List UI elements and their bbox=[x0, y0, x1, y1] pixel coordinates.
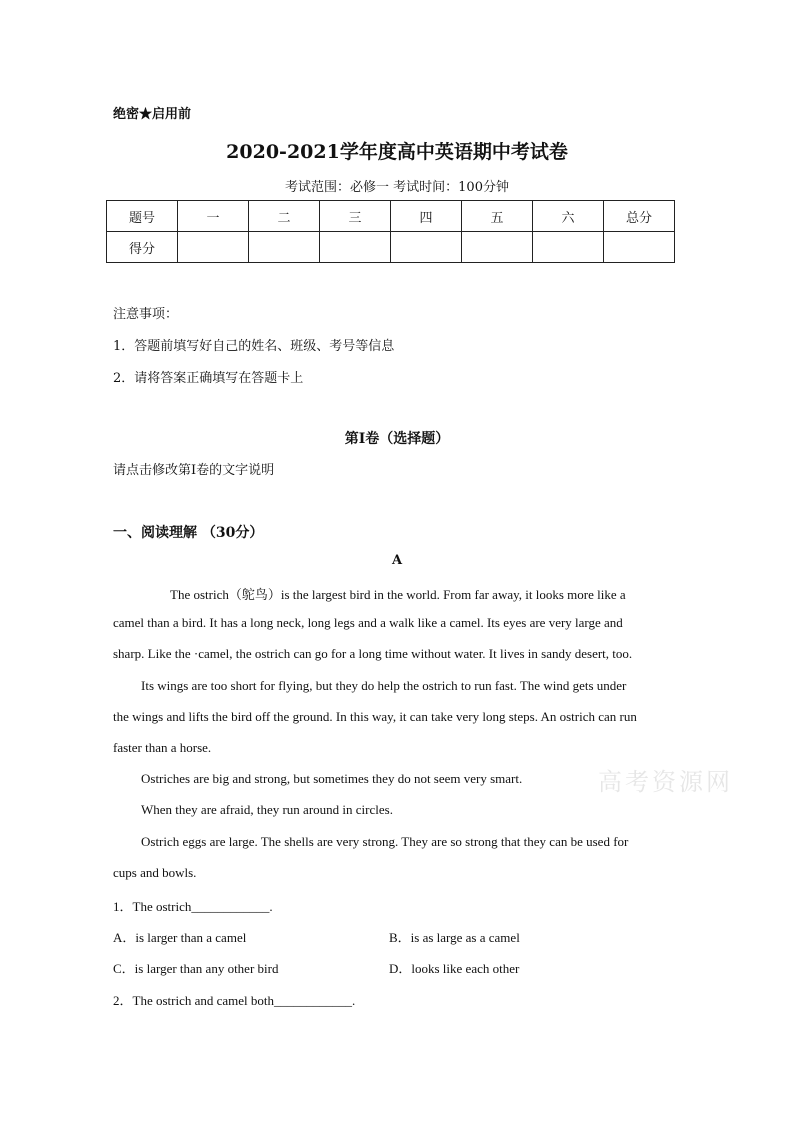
passage-line: When they are afraid, they run around in circles. bbox=[141, 802, 393, 817]
exam-subtitle: 考试范围：必修一 考试时间：100分钟 bbox=[285, 180, 509, 195]
table-cell: 总分 bbox=[604, 201, 675, 232]
score-table-header-row bbox=[107, 201, 675, 232]
table-cell: 二 bbox=[249, 201, 320, 232]
table-cell: 五 bbox=[462, 201, 533, 232]
table-cell: 三 bbox=[320, 201, 391, 232]
confidential-label: 绝密★启用前 bbox=[113, 107, 192, 122]
notice-item: 2．请将答案正确填写在答题卡上 bbox=[113, 371, 304, 386]
section-description: 请点击修改第I卷的文字说明 bbox=[113, 463, 275, 478]
score-table-score-row bbox=[107, 232, 675, 263]
exam-title: 2020-2021学年度高中英语期中考试卷 bbox=[226, 141, 568, 163]
passage-line: Its wings are too short for flying, but they do help the ostrich to run fast. The wind gets under bbox=[141, 678, 627, 693]
question-option: C．is larger than any other bird bbox=[113, 961, 279, 976]
score-table bbox=[106, 200, 675, 263]
notice-heading: 注意事项： bbox=[113, 307, 179, 322]
question-stem: 1．The ostrich____________. bbox=[113, 899, 273, 914]
section-title: 第I卷（选择题） bbox=[344, 431, 450, 447]
passage-line: camel than a bird. It has a long neck, long legs and a walk like a camel. Its eyes are very large and bbox=[113, 615, 623, 630]
part-heading: 一、阅读理解 （30分） bbox=[113, 525, 264, 541]
notice-item: 1．答题前填写好自己的姓名、班级、考号等信息 bbox=[113, 339, 395, 354]
passage-line: faster than a horse. bbox=[113, 740, 212, 755]
score-input-cell bbox=[391, 232, 462, 263]
passage-line: the wings and lifts the bird off the ground. In this way, it can take very long steps. An ostrich can run bbox=[113, 709, 637, 724]
score-input-cell bbox=[249, 232, 320, 263]
watermark: 高考资源网 bbox=[598, 768, 733, 796]
passage-line: sharp. Like the ·camel, the ostrich can go for a long time without water. It lives in sandy desert, too. bbox=[113, 646, 633, 661]
table-cell: 题号 bbox=[107, 201, 178, 232]
score-input-cell bbox=[178, 232, 249, 263]
score-input-cell bbox=[604, 232, 675, 263]
table-cell: 得分 bbox=[107, 232, 178, 263]
table-cell: 六 bbox=[533, 201, 604, 232]
score-input-cell bbox=[533, 232, 604, 263]
question-option: A．is larger than a camel bbox=[113, 930, 247, 945]
score-input-cell bbox=[320, 232, 391, 263]
question-option: D．looks like each other bbox=[389, 961, 520, 976]
table-cell: 四 bbox=[391, 201, 462, 232]
passage-line: Ostrich eggs are large. The shells are very strong. They are so strong that they can be used for bbox=[141, 834, 629, 849]
question-option: B．is as large as a camel bbox=[389, 930, 520, 945]
passage-label: A bbox=[391, 553, 403, 568]
question-stem: 2．The ostrich and camel both____________. bbox=[113, 993, 356, 1008]
passage-line: cups and bowls. bbox=[113, 865, 197, 880]
score-input-cell bbox=[462, 232, 533, 263]
passage-line: The ostrich（鸵鸟）is the largest bird in the world. From far away, it looks more like a bbox=[170, 587, 626, 602]
table-cell: 一 bbox=[178, 201, 249, 232]
passage-line: Ostriches are big and strong, but sometimes they do not seem very smart. bbox=[141, 771, 523, 786]
